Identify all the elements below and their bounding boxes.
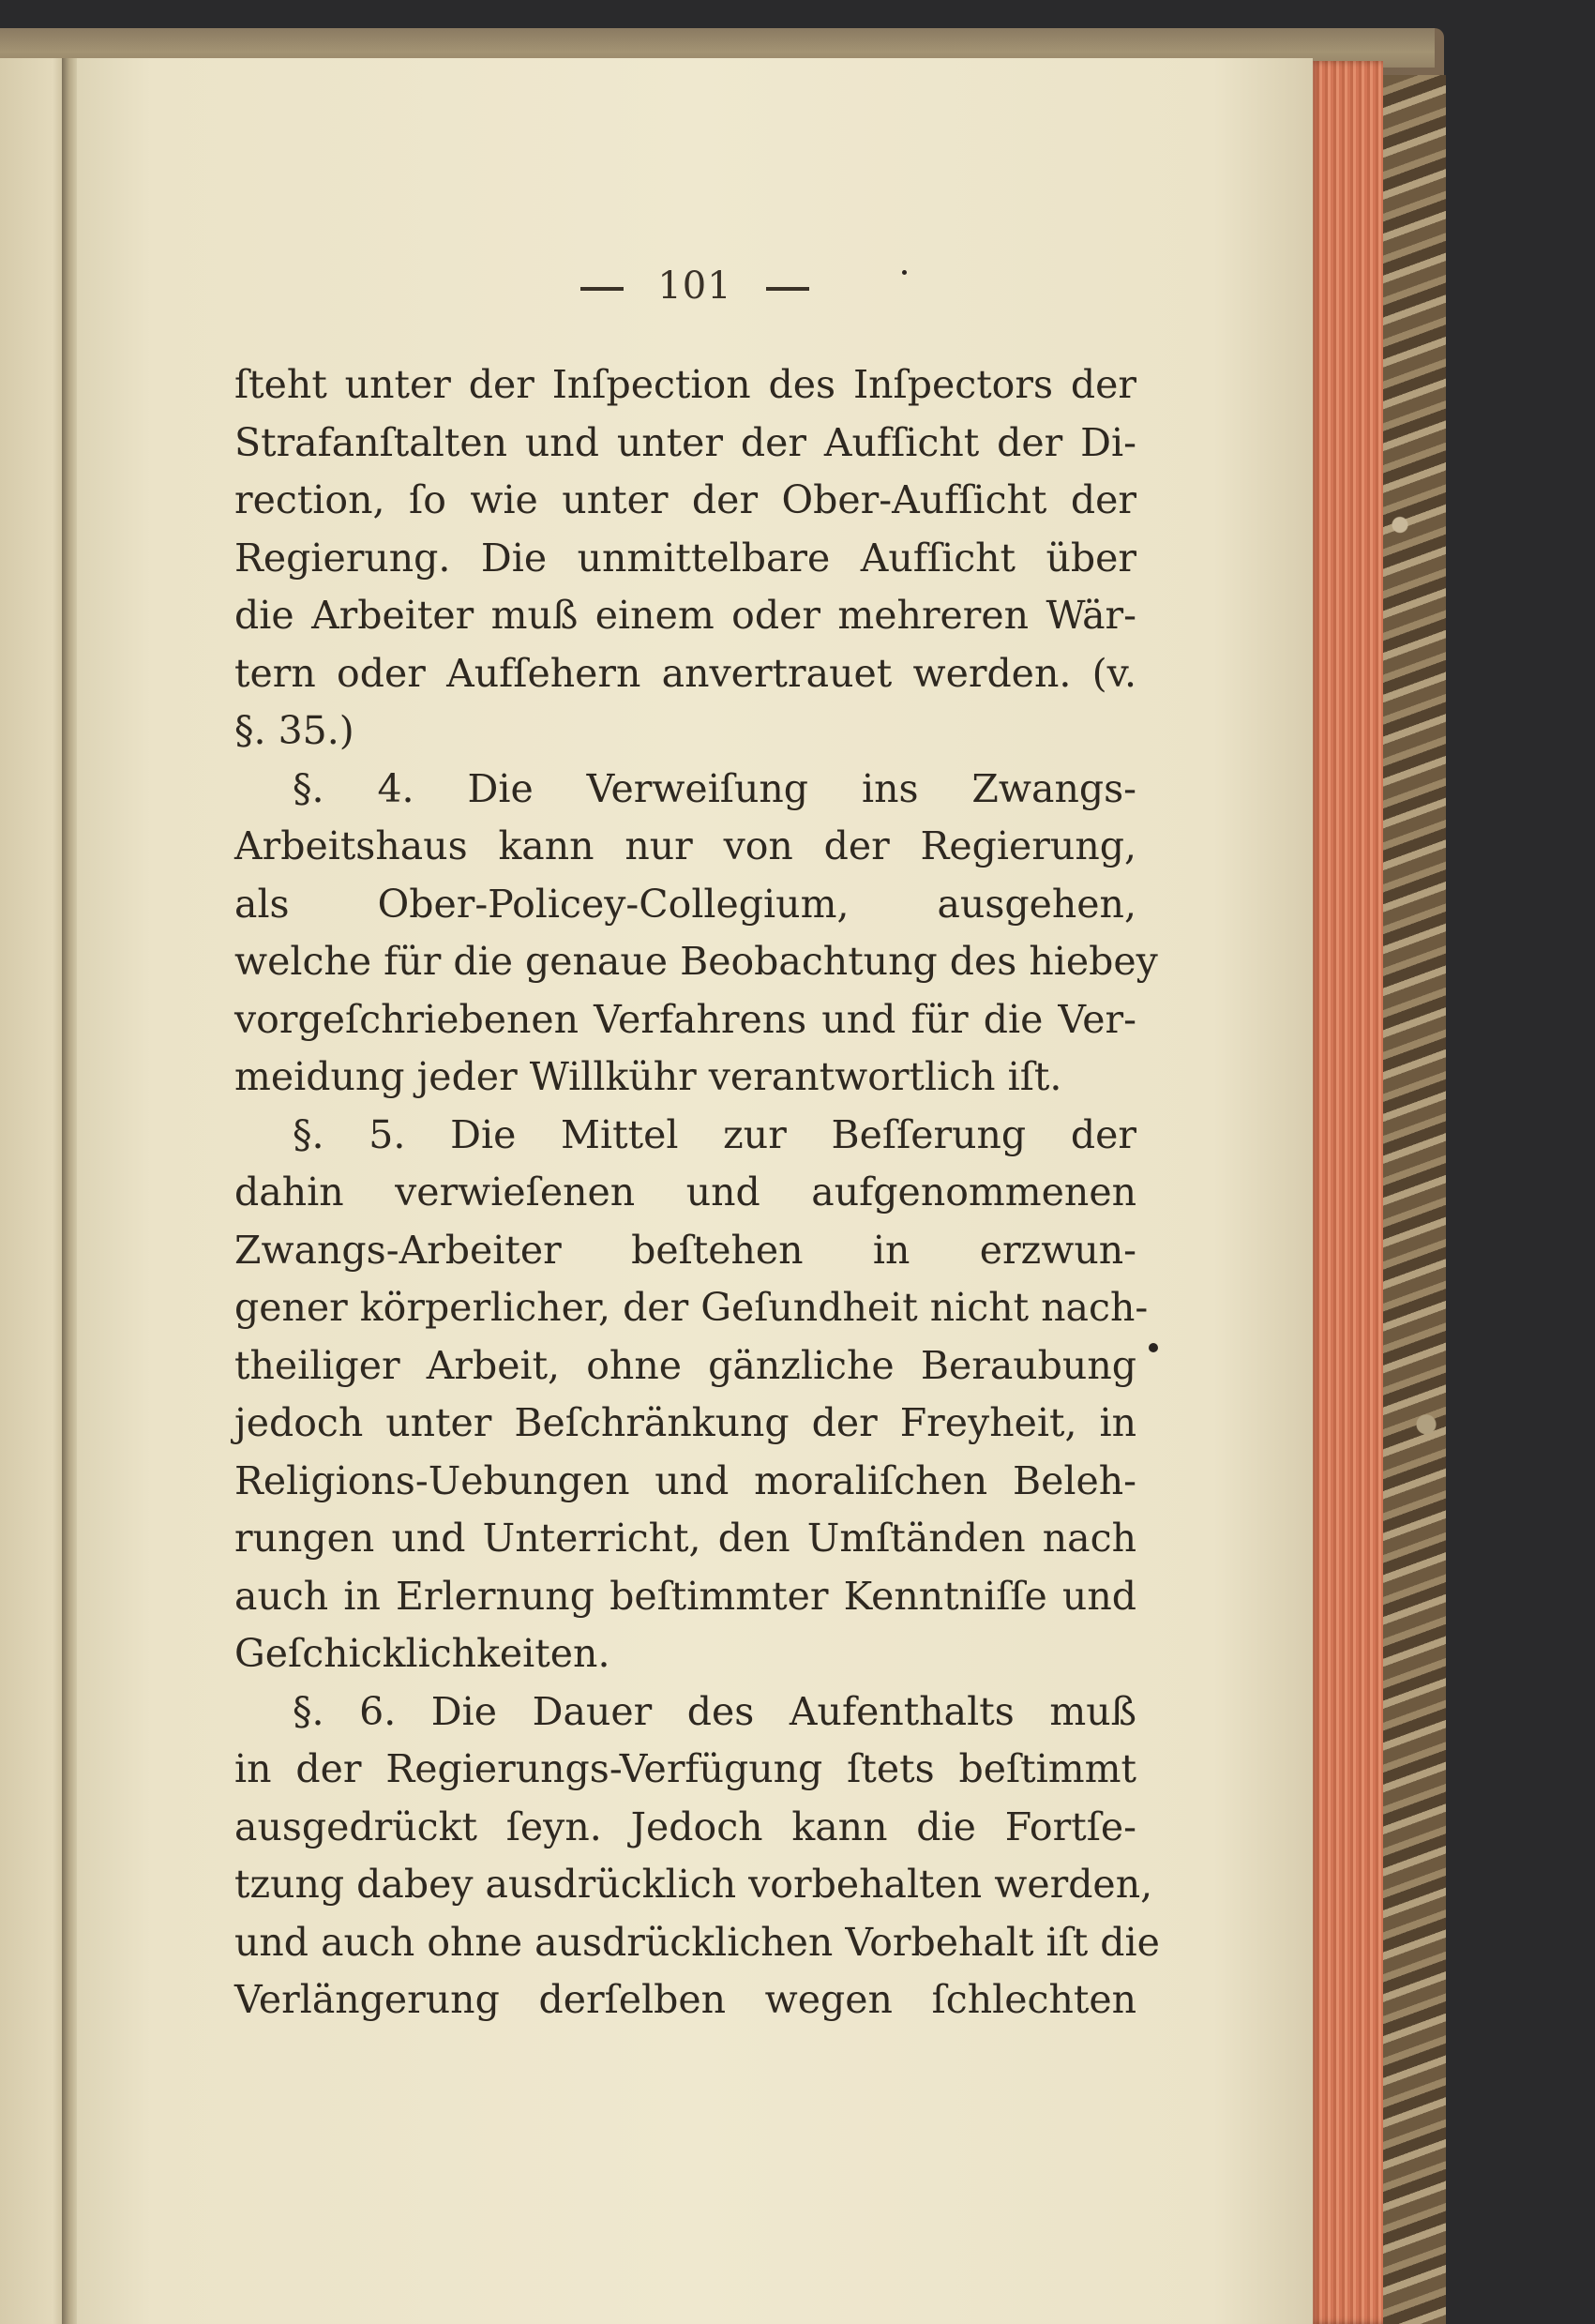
text-line: Zwangs-Arbeiter beſtehen in erzwun- — [234, 1227, 1136, 1273]
marbled-board — [1378, 75, 1446, 2324]
ink-spot — [1149, 1343, 1158, 1352]
paragraph-start: §. 6. Die Dauer des Aufenthalts muß — [293, 1688, 1136, 1734]
book-page — [77, 58, 1313, 2324]
left-page — [0, 58, 66, 2324]
text-line: ſteht unter der Inſpection des Inſpectors der — [234, 362, 1136, 407]
text-line: vorgeſchriebenen Verfahrens und für die Ver- — [234, 996, 1136, 1042]
text-line: tzung dabey ausdrücklich vorbehalten werden, — [234, 1862, 1153, 1907]
text-line: §. 35.) — [234, 708, 354, 753]
text-line: jedoch unter Beſchränkung der Freyheit, in — [234, 1400, 1136, 1445]
text-line: die Arbeiter muß einem oder mehreren Wär- — [234, 593, 1136, 638]
dash-left — [580, 287, 624, 291]
text-line: und auch ohne ausdrücklichen Vorbehalt iſt die — [234, 1919, 1160, 1965]
text-line: meidung jeder Willkühr verantwortlich iſt. — [234, 1054, 1062, 1099]
ink-spot — [902, 270, 907, 275]
paragraph-start: §. 4. Die Verweiſung ins Zwangs- — [293, 765, 1136, 811]
text-line: dahin verwieſenen und aufgenommenen — [234, 1170, 1136, 1215]
text-line: ausgedrückt ſeyn. Jedoch kann die Fortſe- — [234, 1803, 1136, 1849]
dash-right — [766, 287, 809, 291]
text-line: Religions-Uebungen und moraliſchen Beleh- — [234, 1457, 1136, 1503]
page-number: 101 — [657, 264, 732, 308]
text-line: Strafanſtalten und unter der Aufſicht der Di- — [234, 419, 1136, 465]
body-text — [234, 356, 1160, 2030]
text-line: tern oder Aufſehern anvertrauet werden. (v. — [234, 650, 1136, 696]
text-line: Verlängerung derſelben wegen ſchlechten — [234, 1977, 1136, 2022]
text-line: gener körperlicher, der Geſundheit nicht nach- — [234, 1285, 1149, 1330]
text-line: welche für die genaue Beobachtung des hiebey — [234, 939, 1158, 984]
text-line: rection, ſo wie unter der Ober-Aufſicht der — [234, 477, 1136, 522]
text-line: Arbeitshaus kann nur von der Regierung, — [234, 823, 1136, 868]
paragraph-start: §. 5. Die Mittel zur Beſſerung der — [293, 1111, 1136, 1157]
page-header — [77, 264, 1313, 308]
text-line: Regierung. Die unmittelbare Aufſicht über — [234, 535, 1136, 581]
text-line: als Ober-Policey-Collegium, ausgehen, — [234, 881, 1136, 927]
text-line: theiliger Arbeit, ohne gänzliche Beraubung — [234, 1342, 1136, 1388]
page-edges — [1308, 61, 1383, 2324]
text-line: in der Regierungs-Verfügung ſtets beſtimmt — [234, 1746, 1136, 1791]
text-line: rungen und Unterricht, den Umſtänden nach — [234, 1516, 1136, 1561]
text-line: auch in Erlernung beſtimmter Kenntniſſe und — [234, 1573, 1136, 1619]
text-line: Geſchicklichkeiten. — [234, 1631, 610, 1676]
